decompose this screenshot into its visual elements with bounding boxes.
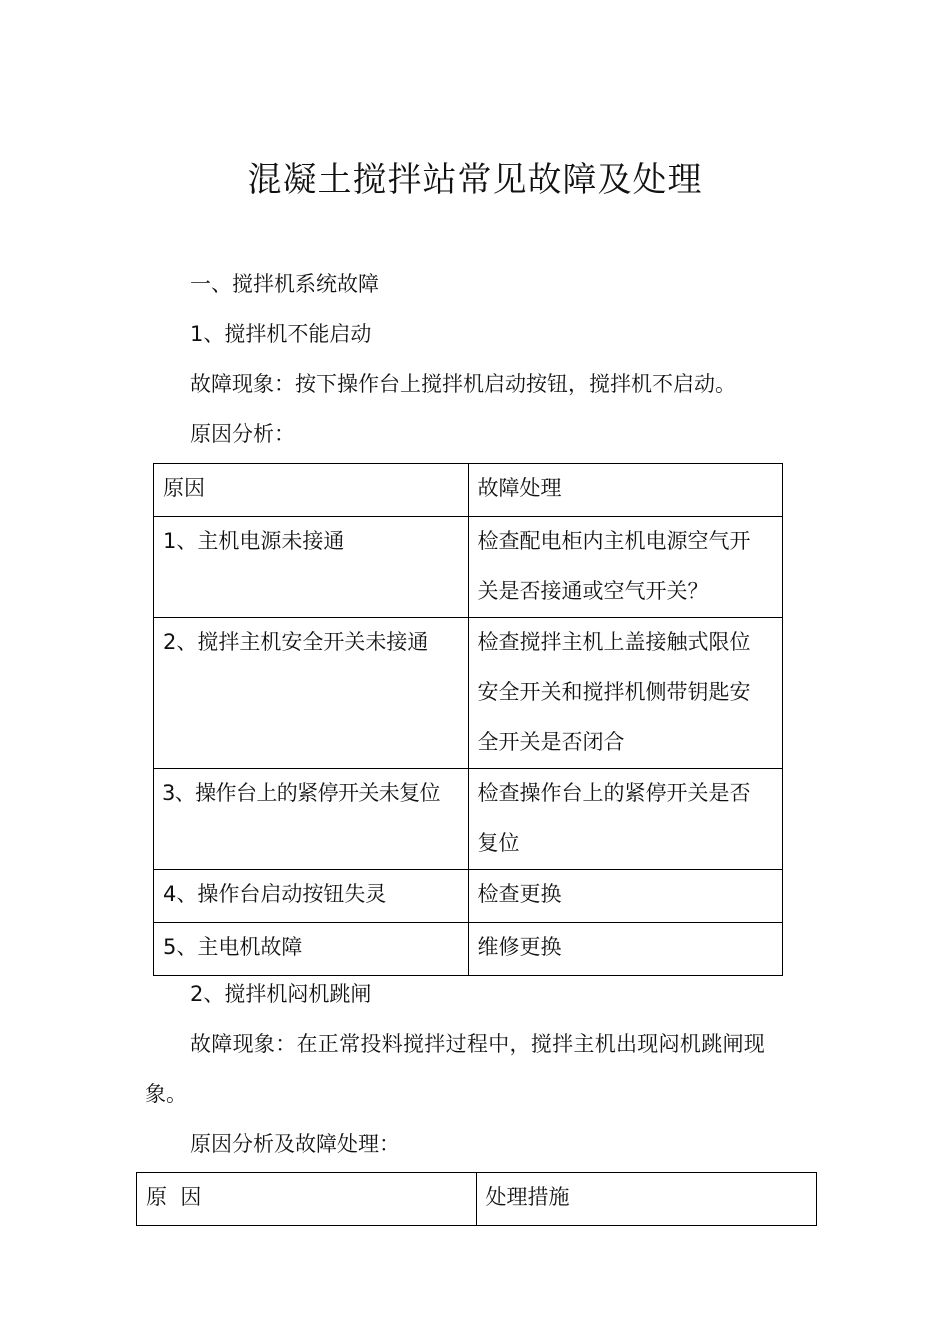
cause-cell: 5、主电机故障 [154, 923, 469, 976]
table-row [154, 870, 783, 923]
document-title: 混凝土搅拌站常见故障及处理 [247, 160, 703, 200]
section-heading: 一、搅拌机系统故障 [190, 272, 379, 296]
table-header-cell: 原 因 [137, 1173, 477, 1226]
subsection-heading: 1、搅拌机不能启动 [190, 322, 372, 346]
table-header-cell: 故障处理 [468, 464, 783, 517]
fix-cell: 检查操作台上的紧停开关是否 复位 [468, 769, 783, 870]
table-header-cell: 处理措施 [476, 1173, 816, 1226]
cause-cell: 3、操作台上的紧停开关未复位 [154, 769, 469, 870]
analysis-label: 原因分析及故障处理： [190, 1132, 400, 1156]
analysis-label: 原因分析： [190, 422, 295, 446]
symptom-text: 故障现象：按下操作台上搅拌机启动按钮，搅拌机不启动。 [190, 372, 736, 396]
cause-cell: 4、操作台启动按钮失灵 [154, 870, 469, 923]
fix-cell: 维修更换 [468, 923, 783, 976]
cause-cell: 2、搅拌主机安全开关未接通 [154, 618, 469, 769]
table-row [154, 769, 783, 870]
table-header-row [137, 1173, 817, 1226]
symptom-text-continued: 象。 [145, 1082, 187, 1106]
cause-cell: 1、主机电源未接通 [154, 517, 469, 618]
fix-cell: 检查配电柜内主机电源空气开 关是否接通或空气开关？ [468, 517, 783, 618]
table-row [154, 618, 783, 769]
table-header-cell: 原因 [154, 464, 469, 517]
table-row [154, 923, 783, 976]
fault-table [136, 1172, 817, 1226]
table-header-row [154, 464, 783, 517]
table-row [154, 517, 783, 618]
fix-cell: 检查搅拌主机上盖接触式限位 安全开关和搅拌机侧带钥匙安 全开关是否闭合 [468, 618, 783, 769]
symptom-text: 故障现象：在正常投料搅拌过程中，搅拌主机出现闷机跳闸现 [190, 1032, 766, 1056]
fix-cell: 检查更换 [468, 870, 783, 923]
fault-table [153, 463, 783, 976]
subsection-heading: 2、搅拌机闷机跳闸 [190, 982, 372, 1006]
